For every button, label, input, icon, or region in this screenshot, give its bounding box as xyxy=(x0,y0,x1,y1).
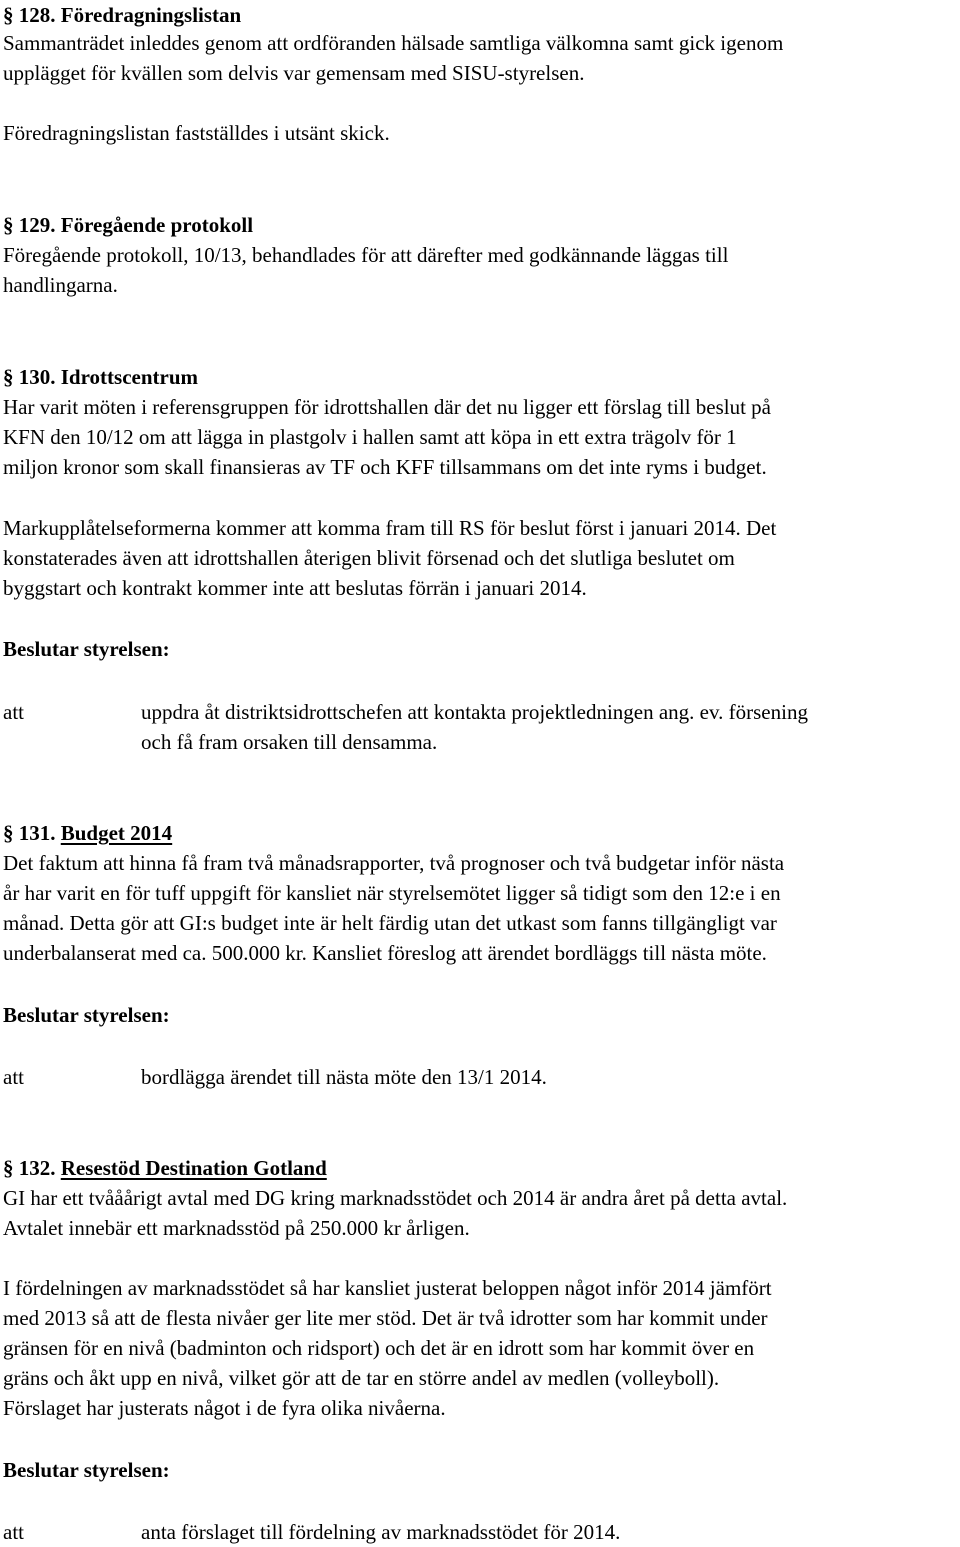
section-132-p2-line5: Förslaget har justerats något i de fyra olika nivåerna. xyxy=(3,1396,446,1420)
section-128-p1-line2: upplägget för kvällen som delvis var gemensam med SISU-styrelsen. xyxy=(3,61,585,85)
section-132-decision-line1: anta förslaget till fördelning av marknadsstödet för 2014. xyxy=(141,1520,621,1544)
section-132-number: § 132. xyxy=(3,1156,56,1180)
section-130-decision-line2: och få fram orsaken till densamma. xyxy=(141,730,438,754)
section-128-p1-line1: Sammanträdet inleddes genom att ordföranden hälsade samtliga välkomna samt gick igenom xyxy=(3,31,784,55)
section-132-title: Resestöd Destination Gotland xyxy=(60,1156,327,1180)
section-131-p1-line4: underbalanserat med ca. 500.000 kr. Kansliet föreslog att ärendet bordläggs till nästa möte. xyxy=(3,941,767,965)
section-129-p1-line1: Föregående protokoll, 10/13, behandlades för att därefter med godkännande läggas till xyxy=(3,243,729,267)
section-130-title: Idrottscentrum xyxy=(60,365,199,389)
section-128-heading xyxy=(3,0,241,30)
section-130-p1-line2: KFN den 10/12 om att lägga in plastgolv i hallen samt att köpa in ett extra trägolv för 1 xyxy=(3,425,737,449)
section-131-heading xyxy=(3,818,172,848)
section-130-p2-line2: konstaterades även att idrottshallen återigen blivit försenad och det slutliga beslutet om xyxy=(3,546,735,570)
section-131-number: § 131. xyxy=(3,821,56,845)
section-128-title: Föredragningslistan xyxy=(60,3,242,27)
section-131-decision-line1: bordlägga ärendet till nästa möte den 13/1 2014. xyxy=(141,1065,547,1089)
section-130-decision-line1: uppdra åt distriktsidrottschefen att kontakta projektledningen ang. ev. försening xyxy=(141,700,808,724)
section-128-number: § 128. xyxy=(3,3,56,27)
section-131-title: Budget 2014 xyxy=(60,821,173,845)
section-131-p1-line3: månad. Detta gör att GI:s budget inte är helt färdig utan det utkast som fanns tillgängligt var xyxy=(3,911,777,935)
section-132-p2-line3: gränsen för en nivå (badminton och ridsport) och det är en idrott som har kommit över en xyxy=(3,1336,755,1360)
section-131-decision-att: att xyxy=(3,1065,24,1089)
section-130-p2-line3: byggstart och kontrakt kommer inte att beslutas förrän i januari 2014. xyxy=(3,576,587,600)
section-130-decision-label: Beslutar styrelsen: xyxy=(3,637,170,661)
section-129-heading xyxy=(3,210,253,240)
section-128-p2-line1: Föredragningslistan fastställdes i utsänt skick. xyxy=(3,121,390,145)
section-130-p2-line1: Markupplåtelseformerna kommer att komma fram till RS för beslut först i januari 2014. Det xyxy=(3,516,777,540)
section-132-decision-label: Beslutar styrelsen: xyxy=(3,1458,170,1482)
section-132-p2-line1: I fördelningen av marknadsstödet så har kansliet justerat beloppen något inför 2014 jämfört xyxy=(3,1276,772,1300)
section-130-p1-line3: miljon kronor som skall finansieras av TF och KFF tillsammans om det inte ryms i budget. xyxy=(3,455,767,479)
section-130-decision-att: att xyxy=(3,700,24,724)
section-132-p1-line1: GI har ett tvååårigt avtal med DG kring marknadsstödet och 2014 är andra året på detta avtal. xyxy=(3,1186,788,1210)
section-130-heading xyxy=(3,362,198,392)
section-132-decision-att: att xyxy=(3,1520,24,1544)
section-129-title: Föregående protokoll xyxy=(60,213,254,237)
section-129-number: § 129. xyxy=(3,213,56,237)
section-129-p1-line2: handlingarna. xyxy=(3,273,118,297)
section-132-p2-line2: med 2013 så att de flesta nivåer ger lite mer stöd. Det är två idrotter som har kommit under xyxy=(3,1306,768,1330)
section-132-heading xyxy=(3,1153,327,1183)
section-132-p2-line4: gräns och åkt upp en nivå, vilket gör att de tar en större andel av medlen (volleyboll). xyxy=(3,1366,720,1390)
section-130-p1-line1: Har varit möten i referensgruppen för idrottshallen där det nu ligger ett förslag till beslut på xyxy=(3,395,772,419)
section-132-p1-line2: Avtalet innebär ett marknadsstöd på 250.000 kr årligen. xyxy=(3,1216,470,1240)
section-131-decision-label: Beslutar styrelsen: xyxy=(3,1003,170,1027)
section-130-number: § 130. xyxy=(3,365,56,389)
section-131-p1-line2: år har varit en för tuff uppgift för kansliet när styrelsemötet ligger så tidigt som den 12:e i en xyxy=(3,881,781,905)
section-131-p1-line1: Det faktum att hinna få fram två månadsrapporter, två prognoser och två budgetar inför nästa xyxy=(3,851,785,875)
